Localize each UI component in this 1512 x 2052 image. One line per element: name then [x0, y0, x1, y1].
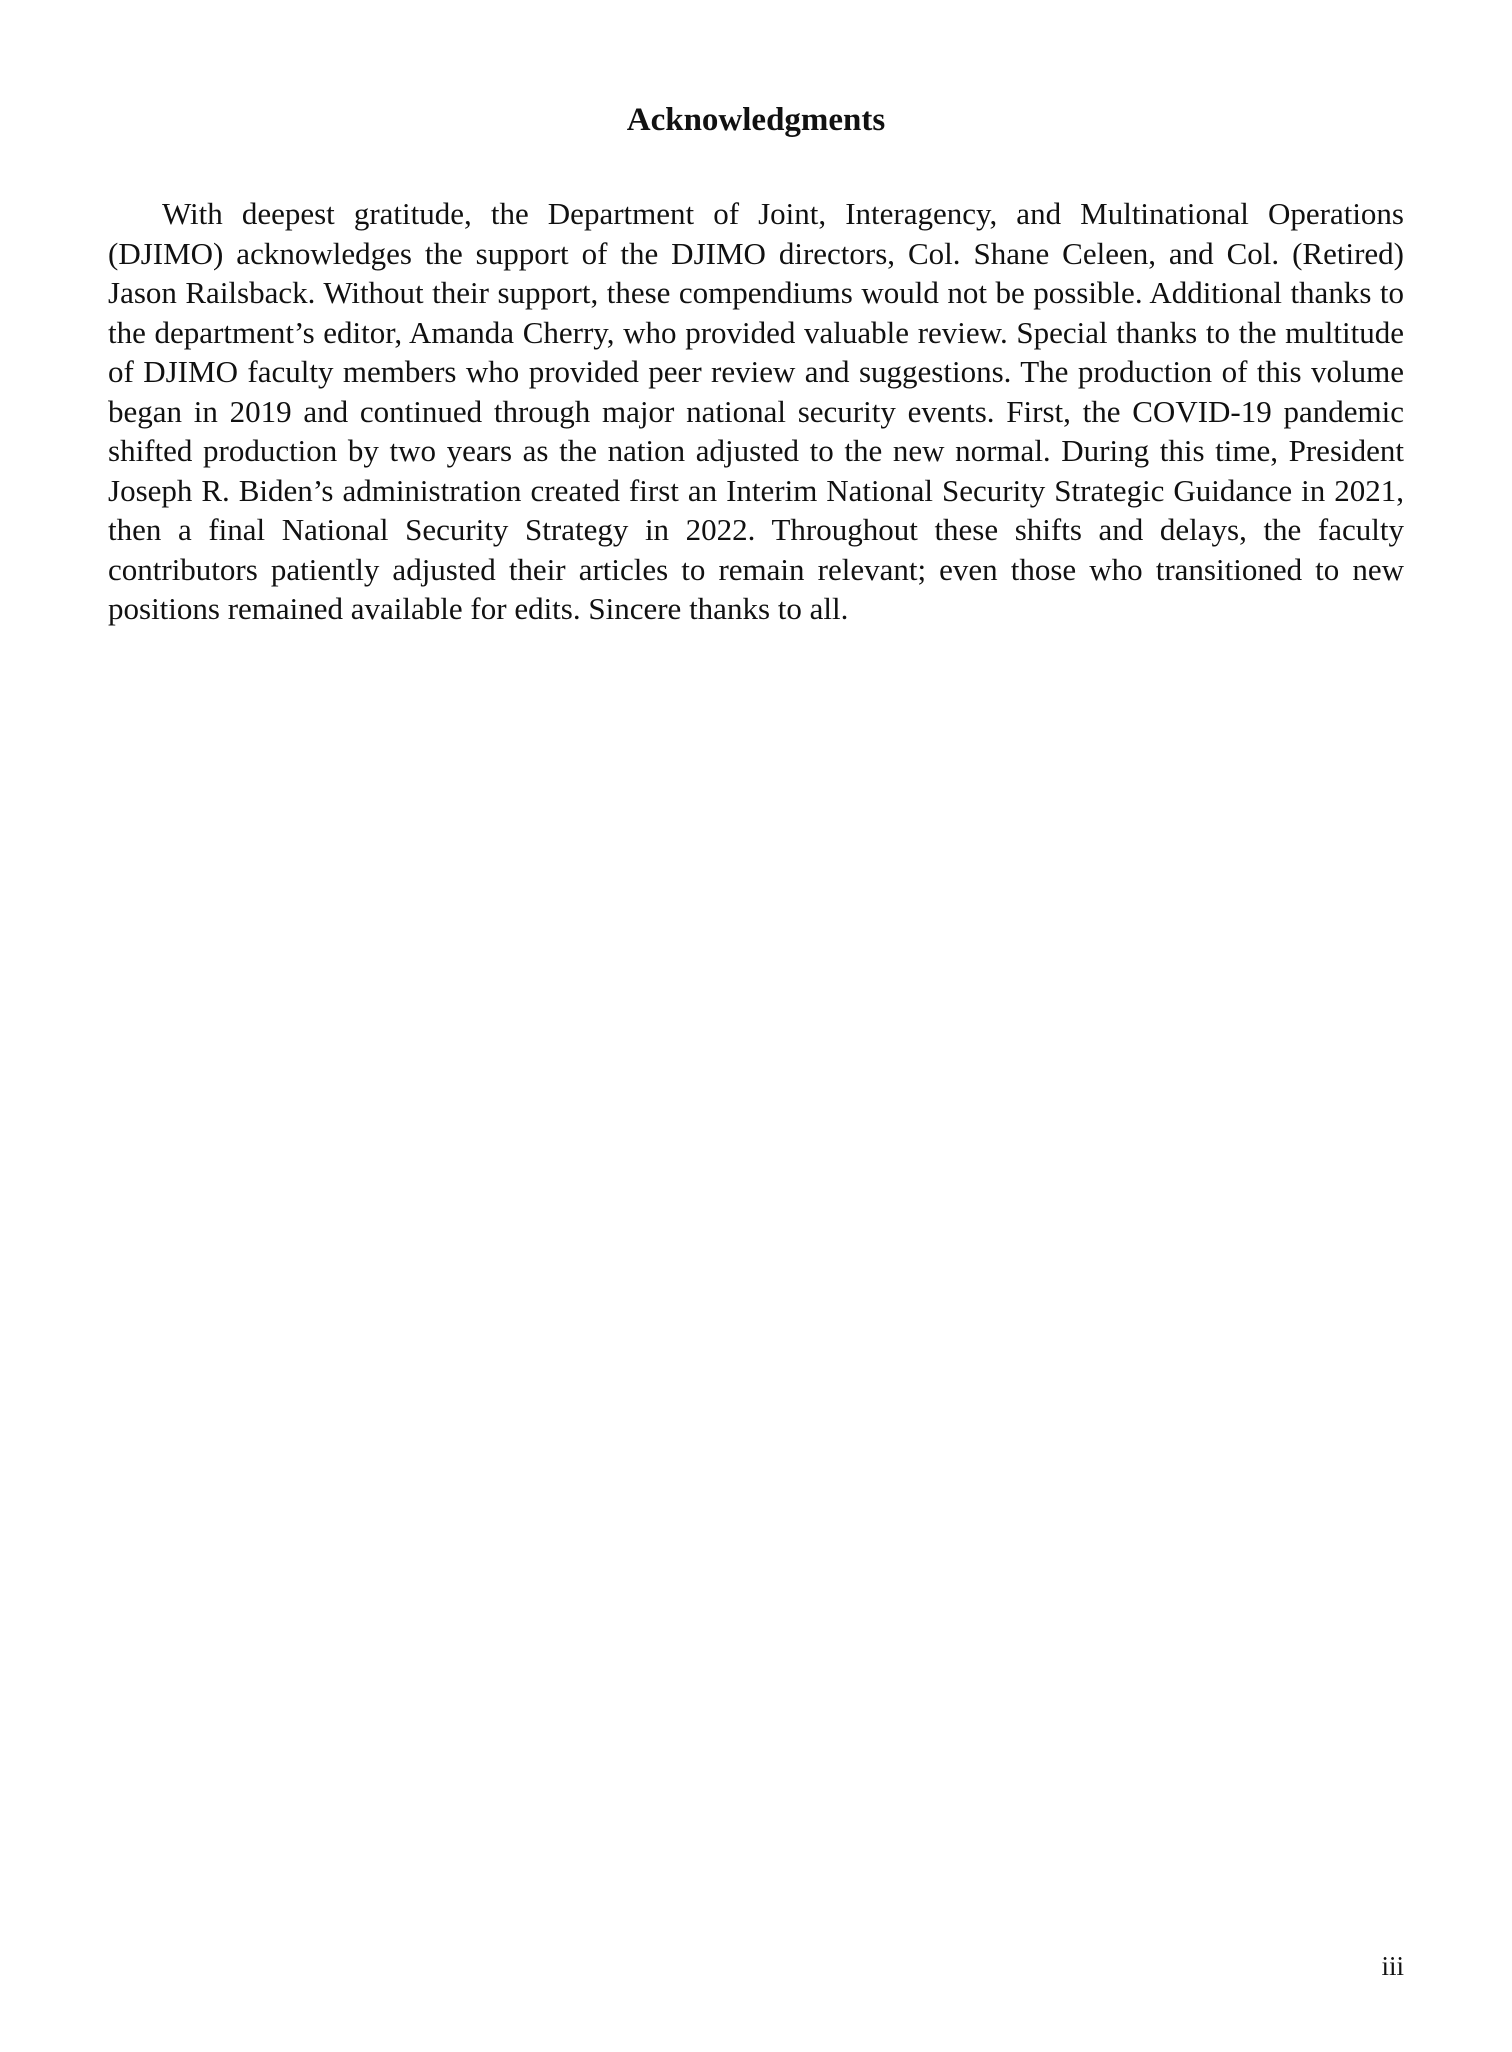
- page-title: Acknowledgments: [626, 102, 886, 138]
- page-number: iii: [1381, 1951, 1404, 1981]
- acknowledgments-paragraph: With deepest gratitude, the Department of Joint, Interagency, and Multinational Operations (DJIMO) acknowledges the support of the DJIMO directors, Col. Shane Celeen, and Col. (Retired) Jason Railsback. Without their support, these compendiums would not be possible. Additional thanks to the department’s editor, Amanda Cherry, who provided valuable review. Special thanks to the multitude of DJIMO faculty members who provided peer review and suggestions. The production of this volume began in 2019 and continued through major national security events. First, the COVID-19 pandemic shifted production by two years as the nation adjusted to the new normal. During this time, President Joseph R. Biden’s administration created first an Interim National Security Strategic Guidance in 2021, then a final National Security Strategy in 2022. Throughout these shifts and delays, the faculty contributors patiently adjusted their articles to remain relevant; even those who transitioned to new positions remained available for edits. Sincere thanks to all.: [108, 196, 1404, 626]
